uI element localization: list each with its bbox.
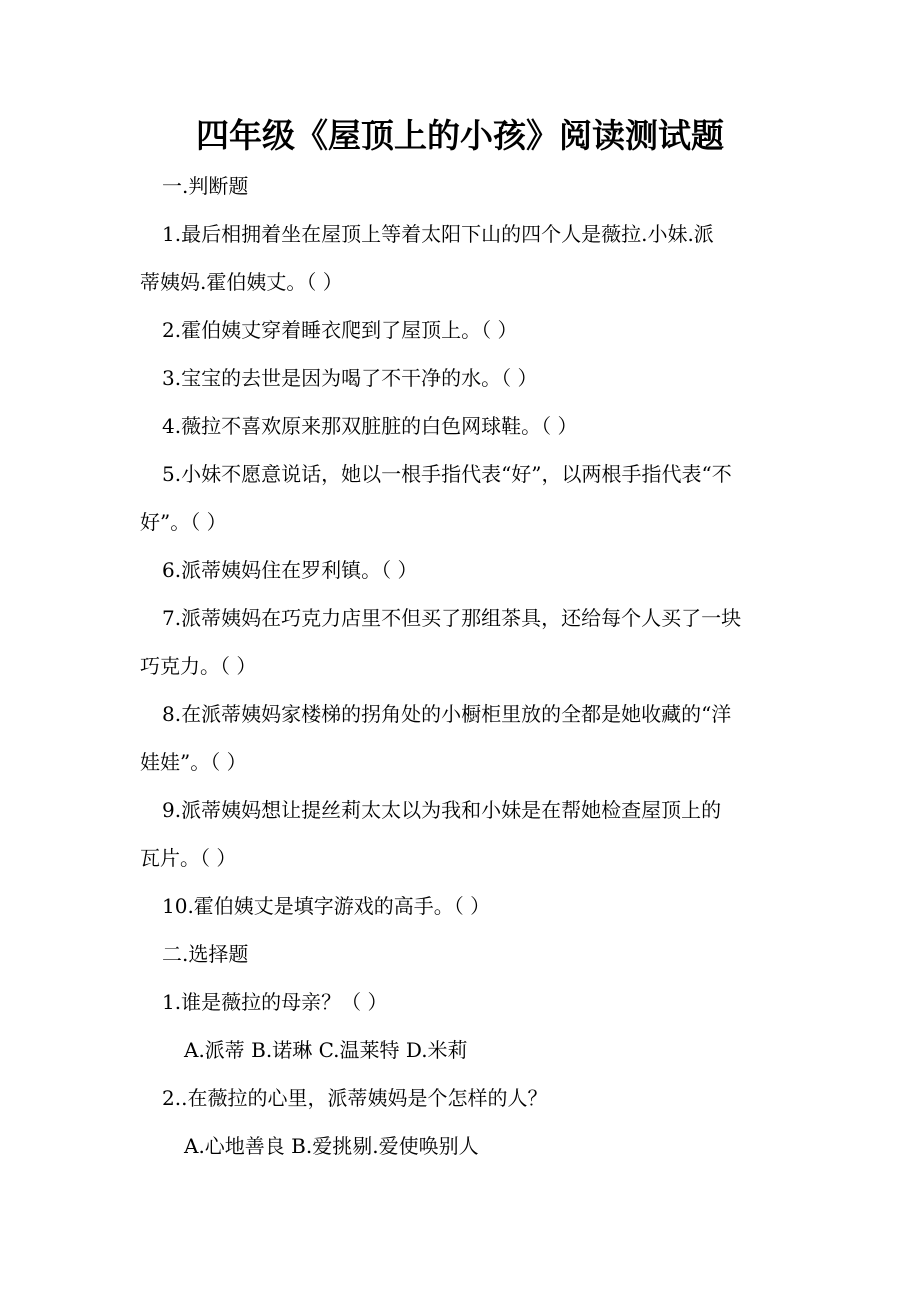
question-8-line-2: 娃娃”。（ ）	[140, 750, 247, 774]
question-4: 4.薇拉不喜欢原来那双脏脏的白色网球鞋。（ ）	[162, 414, 578, 438]
question-10: 10.霍伯姨丈是填字游戏的高手。（ ）	[162, 894, 491, 918]
question-2: 2.霍伯姨丈穿着睡衣爬到了屋顶上。（ ）	[162, 318, 518, 342]
choice-question-2: 2..在薇拉的心里，派蒂姨妈是个怎样的人？	[162, 1086, 548, 1110]
section-heading-multiple-choice: 二.选择题	[162, 942, 249, 966]
question-7-line-1: 7.派蒂姨妈在巧克力店里不但买了那组茶具，还给每个人买了一块	[162, 606, 742, 630]
document-title: 四年级《屋顶上的小孩》阅读测试题	[196, 116, 724, 155]
question-5-line-2: 好”。（ ）	[140, 510, 227, 534]
choice-question-1: 1.谁是薇拉的母亲？（ ）	[162, 990, 388, 1014]
section-heading-true-false: 一.判断题	[162, 174, 249, 198]
question-3: 3.宝宝的去世是因为喝了不干净的水。（ ）	[162, 366, 538, 390]
question-6: 6.派蒂姨妈住在罗利镇。（ ）	[162, 558, 418, 582]
question-8-line-1: 8.在派蒂姨妈家楼梯的拐角处的小橱柜里放的全都是她收藏的“洋	[162, 702, 732, 726]
question-5-line-1: 5.小妹不愿意说话，她以一根手指代表“好”，以两根手指代表“不	[162, 462, 732, 486]
question-1-line-2: 蒂姨妈.霍伯姨丈。（ ）	[140, 270, 343, 294]
question-9-line-1: 9.派蒂姨妈想让提丝莉太太以为我和小妹是在帮她检查屋顶上的	[162, 798, 722, 822]
choice-question-1-options: A.派蒂 B.诺琳 C.温莱特 D.米莉	[184, 1038, 468, 1062]
question-9-line-2: 瓦片。（ ）	[140, 846, 237, 870]
question-1-line-1: 1.最后相拥着坐在屋顶上等着太阳下山的四个人是薇拉.小妹.派	[162, 222, 714, 246]
choice-question-2-options: A.心地善良 B.爱挑剔.爱使唤别人	[184, 1134, 479, 1158]
question-7-line-2: 巧克力。（ ）	[140, 654, 257, 678]
